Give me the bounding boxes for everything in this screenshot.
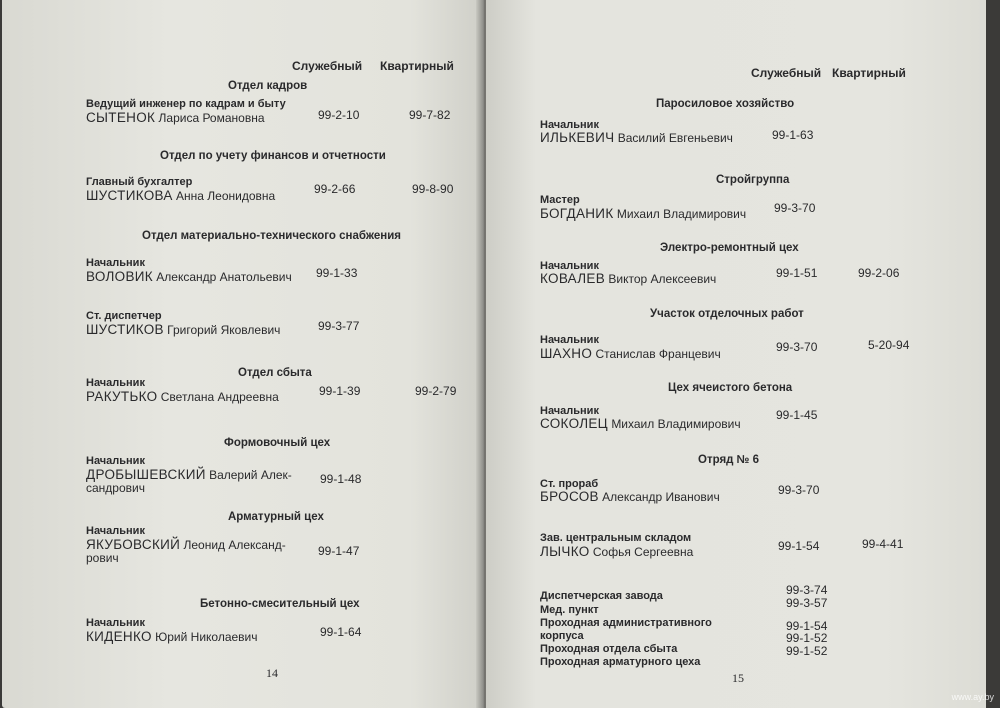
misc-phone: 99-1-52 bbox=[786, 644, 828, 658]
misc-label: Мед. пункт bbox=[540, 604, 599, 616]
surname: БРОСОВ bbox=[540, 489, 599, 504]
surname: СЫТЕНОК bbox=[86, 110, 156, 125]
surname: БОГДАНИК bbox=[540, 206, 614, 221]
surname: ДРОБЫШЕВСКИЙ bbox=[86, 467, 206, 482]
given-name-continued: сандрович bbox=[86, 481, 145, 495]
given-name: Софья Сергеевна bbox=[592, 545, 694, 559]
section-title: Отдел кадров bbox=[228, 80, 308, 92]
employee-name bbox=[540, 544, 693, 559]
given-name: Виктор Алексеевич bbox=[608, 272, 717, 286]
employee-name bbox=[86, 389, 279, 404]
given-name: Лариса Романовна bbox=[158, 111, 265, 125]
surname: ЛЫЧКО bbox=[540, 544, 590, 559]
misc-phone: 99-3-57 bbox=[786, 596, 828, 610]
given-name: Василий Евгеньевич bbox=[617, 131, 733, 145]
home-phone: 99-2-06 bbox=[858, 266, 900, 280]
surname: СОКОЛЕЦ bbox=[540, 416, 608, 431]
position: Начальник bbox=[540, 260, 599, 272]
left-page bbox=[2, 0, 482, 708]
misc-label: Диспетчерская завода bbox=[540, 590, 663, 602]
surname: РАКУТЬКО bbox=[86, 389, 158, 404]
misc-phone: 99-1-52 bbox=[786, 631, 828, 645]
page-number: 14 bbox=[266, 666, 278, 680]
employee-name bbox=[86, 110, 265, 125]
given-name: Станислав Францевич bbox=[595, 347, 721, 361]
position: Начальник bbox=[540, 405, 599, 417]
employee-name bbox=[86, 322, 280, 337]
employee-name bbox=[540, 206, 746, 221]
misc-phone: 99-3-74 bbox=[786, 583, 828, 597]
office-phone: 99-3-70 bbox=[774, 201, 816, 215]
section-title: Участок отделочных работ bbox=[650, 308, 804, 320]
section-title: Арматурный цех bbox=[228, 511, 324, 523]
office-phone: 99-2-10 bbox=[318, 108, 360, 122]
misc-label: корпуса bbox=[540, 630, 584, 642]
column-header-home: Квартирный bbox=[832, 66, 906, 80]
column-header-office: Служебный bbox=[292, 59, 363, 73]
employee-name bbox=[86, 269, 292, 284]
position: Ст. прораб bbox=[540, 478, 599, 490]
position: Главный бухгалтер bbox=[86, 176, 193, 188]
surname: КИДЕНКО bbox=[86, 629, 152, 644]
employee-name bbox=[86, 629, 258, 644]
given-name: Александр Анатольевич bbox=[156, 270, 292, 284]
position: Начальник bbox=[86, 257, 145, 269]
position: Начальник bbox=[86, 617, 145, 629]
page-number: 15 bbox=[732, 671, 744, 685]
office-phone: 99-3-77 bbox=[318, 319, 360, 333]
surname: ИЛЬКЕВИЧ bbox=[540, 130, 615, 145]
misc-label: Проходная арматурного цеха bbox=[540, 656, 701, 668]
given-name: Михаил Владимирович bbox=[616, 207, 747, 221]
right-page bbox=[486, 0, 986, 708]
office-phone: 99-1-48 bbox=[320, 472, 362, 486]
position: Ст. диспетчер bbox=[86, 310, 162, 322]
office-phone: 99-1-47 bbox=[318, 544, 360, 558]
position: Начальник bbox=[86, 455, 145, 467]
given-name: Анна Леонидовна bbox=[176, 189, 276, 203]
surname: ВОЛОВИК bbox=[86, 269, 153, 284]
office-phone: 99-3-70 bbox=[776, 340, 818, 354]
home-phone: 5-20-94 bbox=[868, 338, 910, 352]
employee-name bbox=[86, 537, 286, 552]
position: Мастер bbox=[540, 194, 580, 206]
position: Ведущий инженер по кадрам и быту bbox=[86, 98, 286, 110]
surname: КОВАЛЕВ bbox=[540, 271, 606, 286]
misc-label: Проходная административного bbox=[540, 617, 712, 629]
employee-name bbox=[540, 271, 716, 286]
office-phone: 99-1-63 bbox=[772, 128, 814, 142]
employee-name bbox=[86, 467, 292, 482]
position: Начальник bbox=[540, 334, 599, 346]
office-phone: 99-1-64 bbox=[320, 625, 362, 639]
column-header-home: Квартирный bbox=[380, 59, 454, 73]
office-phone: 99-1-45 bbox=[776, 408, 818, 422]
home-phone: 99-8-90 bbox=[412, 182, 454, 196]
given-name: Светлана Андреевна bbox=[160, 390, 279, 404]
office-phone: 99-1-54 bbox=[778, 539, 820, 553]
surname: ЯКУБОВСКИЙ bbox=[86, 537, 181, 552]
section-title: Формовочный цех bbox=[224, 437, 331, 449]
employee-name bbox=[540, 130, 733, 145]
office-phone: 99-1-33 bbox=[316, 266, 358, 280]
section-title: Цех ячеистого бетона bbox=[668, 382, 793, 394]
section-title: Отдел материально-технического снабжения bbox=[142, 230, 401, 242]
employee-name bbox=[540, 346, 721, 361]
given-name: Григорий Яковлевич bbox=[167, 323, 281, 337]
employee-name bbox=[86, 188, 275, 203]
employee-name bbox=[540, 489, 720, 504]
section-title: Отдел сбыта bbox=[238, 367, 312, 379]
surname: ШУСТИКОВА bbox=[86, 188, 173, 203]
misc-label: Проходная отдела сбыта bbox=[540, 643, 678, 655]
home-phone: 99-7-82 bbox=[409, 108, 451, 122]
office-phone: 99-2-66 bbox=[314, 182, 356, 196]
section-title: Отряд № 6 bbox=[698, 454, 760, 466]
surname: ШУСТИКОВ bbox=[86, 322, 164, 337]
section-title: Бетонно-смесительный цех bbox=[200, 598, 360, 610]
given-name: Леонид Александ- bbox=[183, 538, 286, 552]
home-phone: 99-2-79 bbox=[415, 384, 457, 398]
section-title: Электро-ремонтный цех bbox=[660, 242, 799, 254]
office-phone: 99-1-39 bbox=[319, 384, 361, 398]
given-name-continued: рович bbox=[86, 551, 119, 565]
position: Начальник bbox=[86, 525, 145, 537]
watermark: www.ay.by bbox=[951, 692, 994, 702]
position: Начальник bbox=[540, 119, 599, 131]
position: Зав. центральным складом bbox=[540, 532, 692, 544]
surname: ШАХНО bbox=[540, 346, 593, 361]
position: Начальник bbox=[86, 377, 145, 389]
given-name: Валерий Алек- bbox=[209, 468, 292, 482]
given-name: Михаил Владимирович bbox=[611, 417, 741, 431]
section-title: Паросиловое хозяйство bbox=[656, 98, 795, 110]
section-title: Отдел по учету финансов и отчетности bbox=[160, 150, 386, 162]
given-name: Юрий Николаевич bbox=[155, 630, 258, 644]
misc-phone: 99-1-54 bbox=[786, 619, 828, 633]
office-phone: 99-3-70 bbox=[778, 483, 820, 497]
employee-name bbox=[540, 416, 741, 431]
home-phone: 99-4-41 bbox=[862, 537, 904, 551]
section-title: Стройгруппа bbox=[716, 174, 790, 186]
column-header-office: Служебный bbox=[751, 66, 822, 80]
given-name: Александр Иванович bbox=[602, 490, 720, 504]
office-phone: 99-1-51 bbox=[776, 266, 818, 280]
